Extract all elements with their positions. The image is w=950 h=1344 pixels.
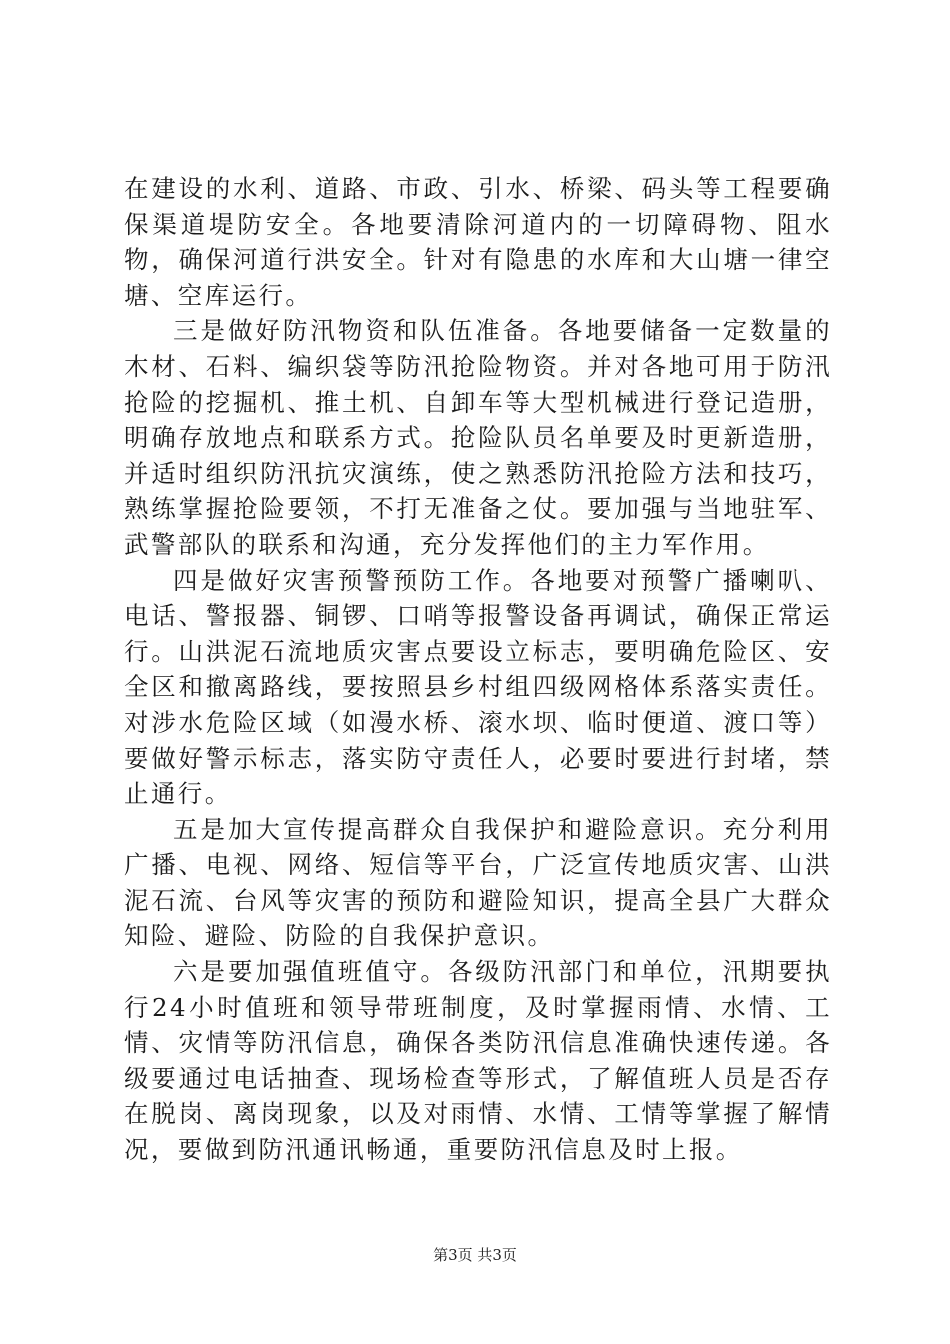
page-footer: 第3页 共3页 xyxy=(433,1246,517,1264)
document-body xyxy=(124,171,832,1168)
paragraph-duty-watch: 六是要加强值班值守。各级防汛部门和单位，汛期要执行24小时值班和领导带班制度，及时掌握雨情、水情、工情、灾情等防汛信息，确保各类防汛信息准确快速传递。各级要通过电话抽查、现场检查等形式，了解值班人员是否存在脱岗、离岗现象，以及对雨情、水情、工情等掌握了解情况，要做到防汛通讯畅通，重要防汛信息及时上报。 xyxy=(124,957,832,1165)
paragraph-continued: 在建设的水利、道路、市政、引水、桥梁、码头等工程要确保渠道堤防安全。各地要清除河道内的一切障碍物、阻水物，确保河道行洪安全。针对有隐患的水库和大山塘一律空塘、空库运行。 xyxy=(124,174,832,310)
paragraph-supplies-preparation: 三是做好防汛物资和队伍准备。各地要储备一定数量的木材、石料、编织袋等防汛抢险物资。并对各地可用于防汛抢险的挖掘机、推土机、自卸车等大型机械进行登记造册，明确存放地点和联系方式。抢险队员名单要及时更新造册，并适时组织防汛抗灾演练，使之熟悉防汛抢险方法和技巧，熟练掌握抢险要领，不打无准备之仗。要加强与当地驻军、武警部队的联系和沟通，充分发挥他们的主力军作用。 xyxy=(124,316,832,559)
paragraph-publicity: 五是加大宣传提高群众自我保护和避险意识。充分利用广播、电视、网络、短信等平台，广泛宣传地质灾害、山洪泥石流、台风等灾害的预防和避险知识，提高全县广大群众知险、避险、防险的自我保护意识。 xyxy=(124,814,832,951)
paragraph-disaster-warning: 四是做好灾害预警预防工作。各地要对预警广播喇叭、电话、警报器、铜锣、口哨等报警设备再调试，确保正常运行。山洪泥石流地质灾害点要设立标志，要明确危险区、安全区和撤离路线，要按照县乡村组四级网格体系落实责任。对涉水危险区域（如漫水桥、滚水坝、临时便道、渡口等）要做好警示标志，落实防守责任人，必要时要进行封堵，禁止通行。 xyxy=(124,565,832,809)
